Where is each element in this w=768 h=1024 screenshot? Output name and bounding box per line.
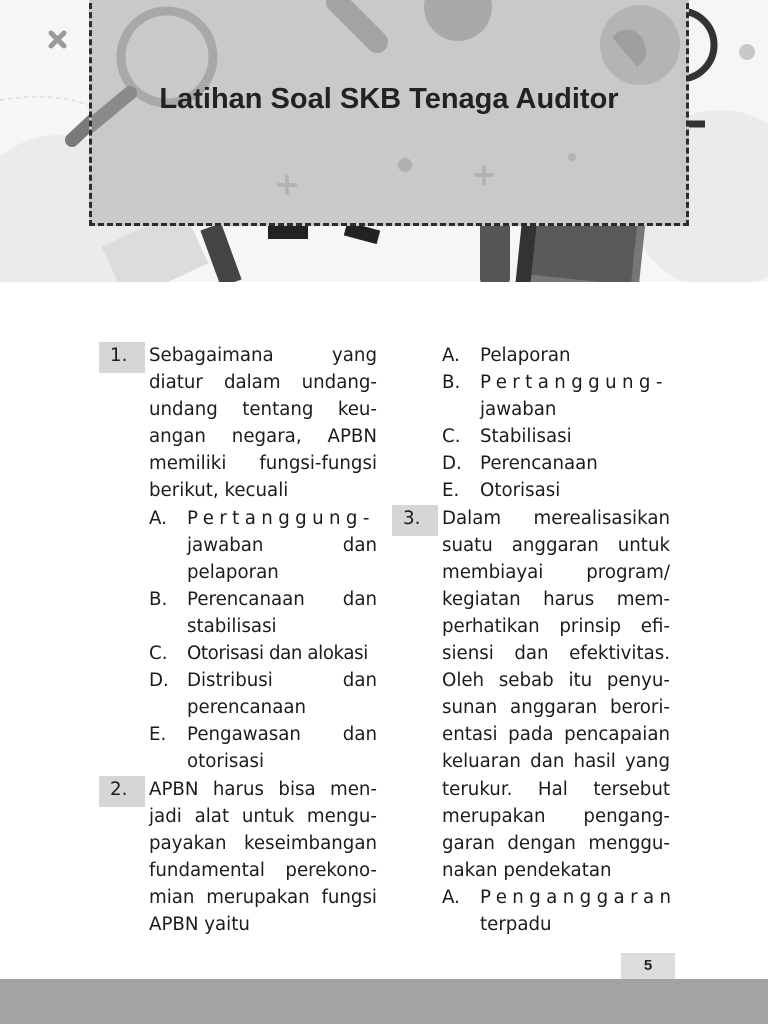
option-text: Pelaporan [480,345,571,366]
page-number: 5 [621,953,675,979]
option-c [149,640,377,667]
question-number-badge: 3. [392,505,438,536]
option-text-continued: jawaban dan pelaporan [187,534,377,583]
option-letter: C. [149,643,168,665]
question-3 [392,505,677,939]
option-e [149,721,377,775]
option-c [442,423,670,450]
option-letter: A. [442,345,460,366]
page-title: Latihan Soal SKB Tenaga Auditor [159,83,619,115]
question-text: APBN harus bisa men-jadi alat untuk mengu-payakan keseimbangan fundamental perekono-mian merupakan fungsi APBN yaitu [149,778,377,935]
option-list [442,884,677,938]
option-letter: D. [149,670,169,692]
option-a [149,505,377,586]
header-banner [0,0,768,282]
option-b [442,369,670,423]
option-letter: B. [149,588,168,610]
option-text: Perencanaan [480,453,598,475]
question-number-badge: 2. [99,776,145,807]
option-letter: A. [149,507,167,529]
question-text: Dalam merealisasikan suatu anggaran untuk membiayai program/ kegiatan harus mem-perhatikan prinsip efi-siensi dan efektivitas. Oleh sebab itu penyu-sunan anggaran berori-entasi pada pencapaian keluaran dan hasil yang terukur. Hal tersebut merupakan pengang-garan dengan menggu-nakan pendekatan [442,507,670,881]
option-text-continued: jawaban [480,399,557,421]
option-text: Pertanggung- [480,372,668,394]
option-text: Otorisasi [480,480,561,502]
option-letter: C. [442,426,461,448]
option-d [149,667,377,721]
question-2 [99,776,377,939]
option-text: Penganggaran [480,886,677,908]
option-text-continued: terpadu [480,913,552,935]
option-text: Pertanggung- [187,507,375,529]
question-1 [99,342,377,776]
option-letter: E. [149,724,167,746]
footer-bar [0,979,768,1024]
option-text: Stabilisasi [480,426,572,448]
option-text: Pengawasan dan otorisasi [187,724,377,773]
option-text: Otorisasi dan alokasi [187,643,368,665]
dot-icon [739,44,755,60]
option-d [442,450,670,477]
option-b [149,586,377,640]
option-a [442,884,677,938]
option-letter: E. [442,480,460,502]
cross-icon [51,33,64,46]
option-list [149,505,377,776]
option-a [442,342,670,369]
question-number-badge: 1. [99,342,145,373]
option-text: Perencanaan dan stabilisasi [187,588,377,637]
option-list [392,342,670,505]
option-letter: B. [442,372,461,394]
option-letter: A. [442,886,460,908]
left-column [99,342,377,938]
question-text: Sebagaimana yang diatur dalam undang-undang tentang keu-angan negara, APBN memiliki fungsi-fungsi berikut, kecuali [149,345,377,502]
right-column [392,342,677,938]
option-text: Distribusi dan perencanaan [187,670,377,719]
title-box [89,0,689,226]
option-e [442,477,670,504]
option-letter: D. [442,453,462,475]
